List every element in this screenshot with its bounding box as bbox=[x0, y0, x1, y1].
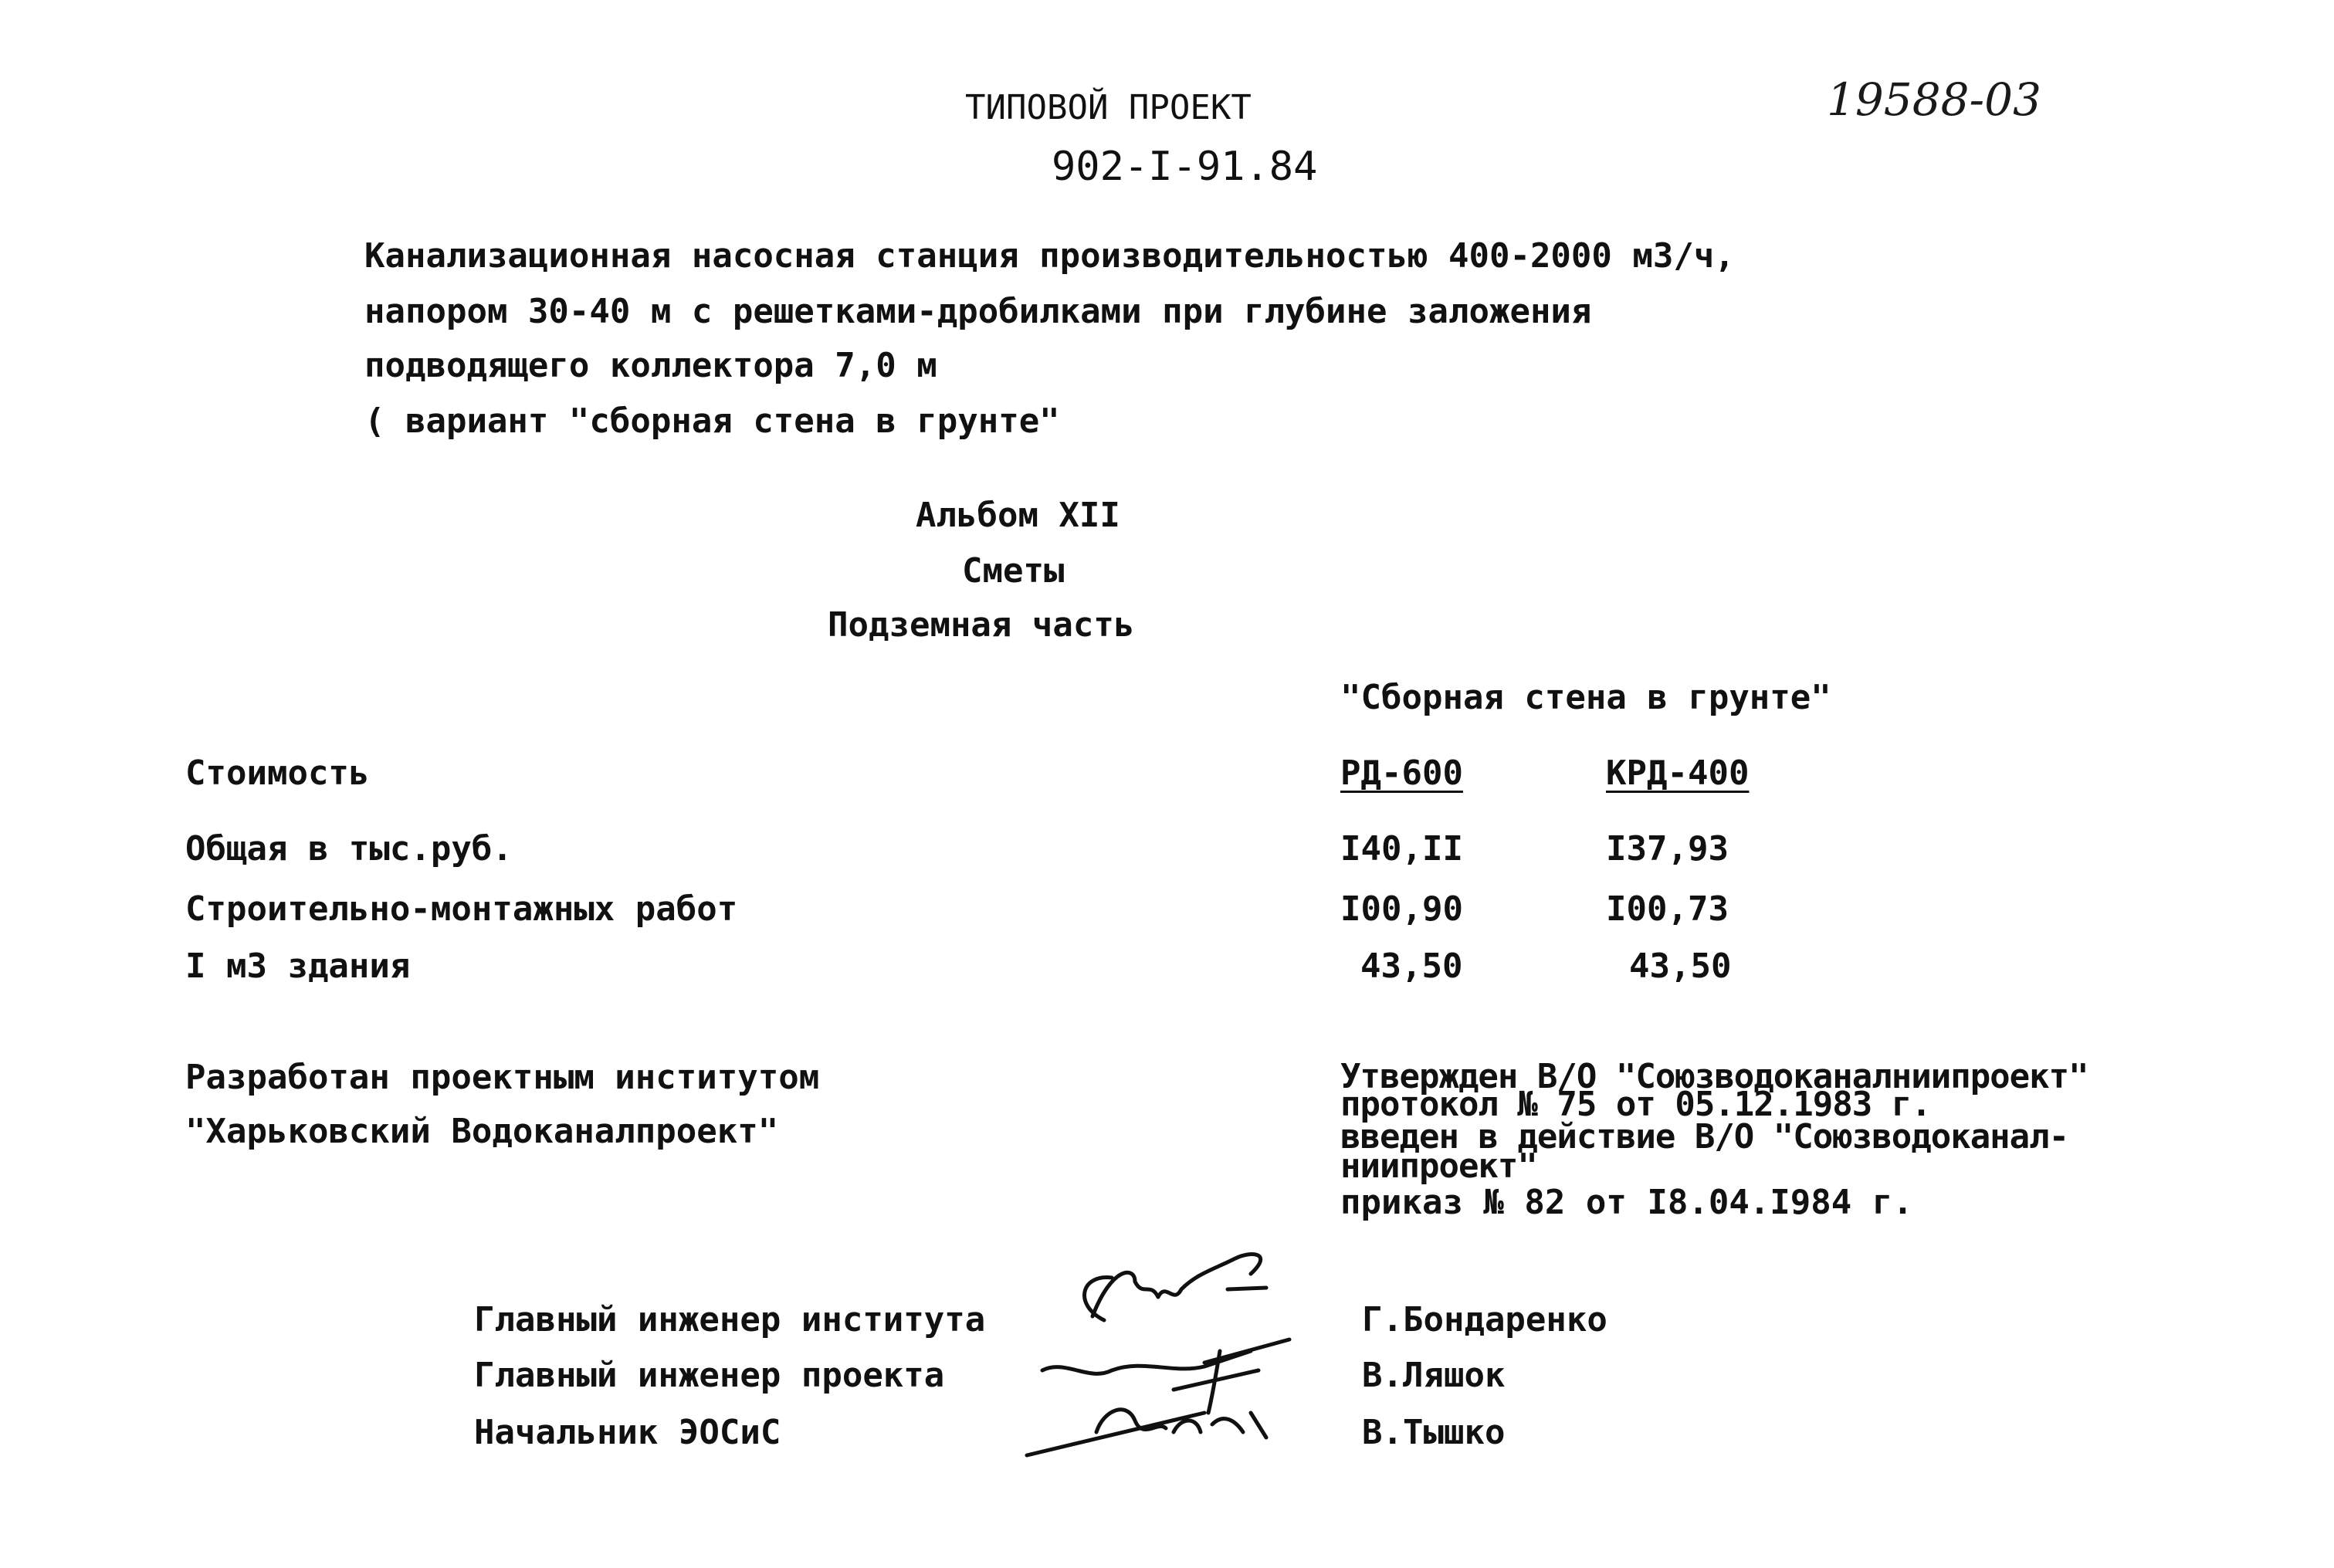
approval-line-2: протокол № 75 от 05.12.1983 г. bbox=[1340, 1085, 1931, 1124]
row-construction-rd600: I00,90 bbox=[1340, 889, 1463, 929]
column-header-krd400: КРД-400 bbox=[1606, 754, 1750, 793]
handwritten-signatures bbox=[1019, 1235, 1343, 1467]
cost-variant: "Сборная стена в грунте" bbox=[1340, 678, 1831, 717]
description-line-1: Канализационная насосная станция производительностью 400-2000 м3/ч, bbox=[364, 236, 1735, 276]
signature-scribble-3 bbox=[1027, 1410, 1266, 1455]
signature-name-bondarenko: Г.Бондаренко bbox=[1362, 1300, 1607, 1339]
row-construction-label: Строительно-монтажных работ bbox=[185, 889, 738, 929]
project-number: 902-I-91.84 bbox=[1052, 144, 1318, 190]
signature-scribble-1 bbox=[1085, 1255, 1266, 1320]
album-number: Альбом XII bbox=[916, 496, 1120, 535]
signature-role-head-eosis: Начальник ЭОСиС bbox=[474, 1413, 781, 1452]
approval-line-1: Утвержден В/О "Союзводоканалниипроект" bbox=[1340, 1057, 2088, 1096]
signature-name-tyshko: В.Тышко bbox=[1362, 1413, 1506, 1452]
signature-role-chief-engineer-project: Главный инженер проекта bbox=[474, 1356, 945, 1395]
description-line-3: подводящего коллектора 7,0 м bbox=[364, 346, 937, 385]
album-part: Подземная часть bbox=[828, 605, 1135, 645]
row-per-m3-label: I м3 здания bbox=[185, 947, 411, 986]
row-per-m3-rd600: 43,50 bbox=[1360, 947, 1463, 986]
approval-line-3: введен в действие В/О "Союзводоканал- bbox=[1340, 1117, 2069, 1157]
row-per-m3-krd400: 43,50 bbox=[1629, 947, 1732, 986]
signature-name-lyashok: В.Ляшок bbox=[1362, 1356, 1506, 1395]
approval-line-5: приказ № 82 от I8.04.I984 г. bbox=[1340, 1183, 1913, 1222]
signature-scribble-2 bbox=[1042, 1339, 1289, 1413]
column-header-rd600: РД-600 bbox=[1340, 754, 1463, 793]
approval-line-4: ниипроект" bbox=[1340, 1146, 1537, 1186]
inventory-number: 19588-03 bbox=[1827, 73, 2041, 126]
document-type-title: ТИПОВОЙ ПРОЕКТ bbox=[965, 88, 1252, 127]
album-name: Сметы bbox=[962, 551, 1065, 591]
row-construction-krd400: I00,73 bbox=[1606, 889, 1729, 929]
developer-line-1: Разработан проектным институтом bbox=[185, 1058, 820, 1097]
developer-line-2: "Харьковский Водоканалпроект" bbox=[185, 1112, 779, 1151]
row-total-label: Общая в тыс.руб. bbox=[185, 829, 513, 869]
row-total-krd400: I37,93 bbox=[1606, 829, 1729, 869]
description-line-2: напором 30-40 м с решетками-дробилками при глубине заложения bbox=[364, 292, 1592, 331]
row-total-rd600: I40,II bbox=[1340, 829, 1463, 869]
description-line-4: ( вариант "сборная стена в грунте" bbox=[364, 401, 1060, 441]
signature-role-chief-engineer-institute: Главный инженер института bbox=[474, 1300, 986, 1339]
cost-header-label: Стоимость bbox=[185, 754, 370, 793]
